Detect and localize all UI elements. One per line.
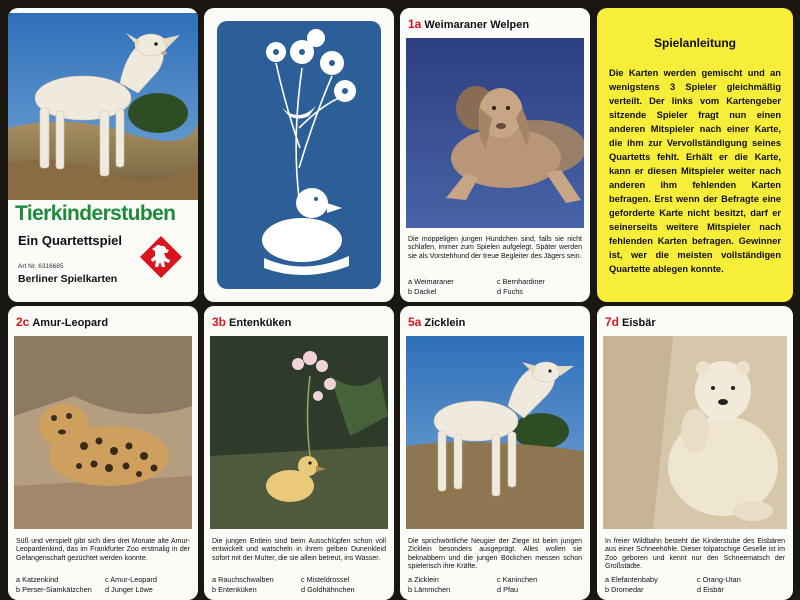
card-name: Zicklein bbox=[424, 317, 466, 329]
card-code: 7d bbox=[605, 315, 620, 329]
card-code: 2c bbox=[16, 315, 30, 329]
card-title bbox=[212, 315, 291, 329]
card-3b bbox=[204, 306, 394, 600]
card-2c bbox=[8, 306, 198, 600]
card-header bbox=[400, 8, 590, 38]
option-b: b Dromedar bbox=[605, 584, 644, 594]
option-c: c Kaninchen bbox=[497, 575, 538, 585]
card-code: 3b bbox=[212, 315, 227, 329]
card-1a bbox=[400, 8, 590, 302]
card-title bbox=[408, 17, 529, 31]
option-c: c Misteldrossel bbox=[301, 575, 350, 585]
cover-text-area bbox=[8, 200, 198, 302]
option-c: c Amur-Leopard bbox=[105, 575, 157, 585]
leopard-cub-photo bbox=[14, 336, 192, 529]
rules-card bbox=[597, 8, 793, 302]
card-back bbox=[204, 8, 394, 302]
goat-kid-photo bbox=[8, 8, 198, 208]
cover-card bbox=[8, 8, 198, 302]
option-a: a Elefantenbaby bbox=[605, 575, 658, 585]
card-name: Amur-Leopard bbox=[32, 317, 109, 329]
card-description: Die sprichwörtliche Neugier der Ziege ist beim jungen Zicklein besonders ausgeprägt. Alles wollen sie beknabbern und die jungen Böckchen messen schon spielerisch ihre Kräfte. bbox=[408, 538, 582, 571]
cover-title: Tierkinderstuben bbox=[15, 202, 176, 225]
card-options bbox=[16, 575, 190, 594]
berlin-bear-logo bbox=[138, 234, 184, 280]
card-description: Die jungen Entlein sind beim Ausschlüpfen schon voll entwickelt und watscheln in ihrem gelben Dunenkleid sofort mit der Mutter, die sie allein betreut, ins Wasser. bbox=[212, 538, 386, 562]
option-b: b Lämmchen bbox=[408, 584, 451, 594]
card-options bbox=[408, 575, 582, 594]
option-b: b Dackel bbox=[408, 286, 437, 296]
polar-bear-cub-photo bbox=[603, 336, 787, 529]
card-title bbox=[605, 315, 656, 329]
card-options bbox=[212, 575, 386, 594]
card-description: In freier Wildbahn besteht die Kinderstube des Eisbären aus einer Schneehöhle. Dieser tolpatschige Geselle ist im Zoo geboren und kennt nur den Schneematsch der Großstädte. bbox=[605, 538, 785, 571]
card-title bbox=[408, 315, 465, 329]
card-header bbox=[597, 306, 793, 336]
card-options bbox=[605, 575, 785, 594]
option-b: b Perser-Siamkätzchen bbox=[16, 584, 92, 594]
weimaraner-puppy-photo bbox=[406, 38, 584, 228]
card-name: Weimaraner Welpen bbox=[424, 19, 530, 31]
option-d: d Fuchs bbox=[497, 286, 523, 296]
card-description: Süß und verspielt gibt sich dies drei Monate alte Amur-Leopardenkind, das im Frankfurter Zoo erstmalig in der Gefangenschaft gezüchtet werden konnte. bbox=[16, 538, 190, 562]
card-name: Entenküken bbox=[229, 317, 292, 329]
rules-title: Spielanleitung bbox=[653, 36, 736, 50]
duckling-photo bbox=[210, 336, 388, 529]
option-d: d Pfau bbox=[497, 584, 519, 594]
card-name: Eisbär bbox=[622, 317, 656, 329]
option-d: d Goldhähnchen bbox=[301, 584, 355, 594]
cover-art-number: Art Nr. 6316685 bbox=[18, 263, 64, 270]
card-back-design bbox=[204, 8, 394, 302]
option-d: d Eisbär bbox=[697, 584, 724, 594]
goat-kid-photo bbox=[406, 336, 584, 529]
option-b: b Entenküken bbox=[212, 584, 257, 594]
card-7d bbox=[597, 306, 793, 600]
rules-text: Die Karten werden gemischt und an wenigstens 3 Spieler gleichmäßig verteilt. Der links vom Kartengeber sitzende Spieler fragt nun einen anderen Mitspieler nach einer Karte, die ihm zur Vervollständigung seines Quartetts fehlt. Erhält er die Karte, kann er diesen Mitspieler weiter nach anderen ihm fehlenden Karten befragen. Erst wenn der Befragte eine geforderte Karte nicht besitzt, darf er seinerseits weitere Mitspieler nach fehlenden Karten befragen. Gewinner ist, wer die meisten vollständigen Quartette ablegen konnte. bbox=[609, 68, 781, 274]
card-title bbox=[16, 315, 108, 329]
option-a: a Rauchschwalben bbox=[212, 575, 274, 585]
option-d: d Junger Löwe bbox=[105, 584, 153, 594]
option-a: a Weimaraner bbox=[408, 277, 454, 287]
cover-subtitle: Ein Quartettspiel bbox=[18, 233, 123, 248]
option-a: a Katzenkind bbox=[16, 575, 59, 585]
card-code: 1a bbox=[408, 17, 422, 31]
card-header bbox=[400, 306, 590, 336]
card-code: 5a bbox=[408, 315, 422, 329]
card-options bbox=[408, 277, 582, 296]
card-header bbox=[8, 306, 198, 336]
card-description: Die moppeligen jungen Hundchen sind, falls sie nicht schlafen, immer zum Spielen aufgelegt. Später werden sie als Vorstehhund der treue Begleiter des Jägers sein. bbox=[408, 236, 582, 260]
option-a: a Zicklein bbox=[408, 575, 439, 585]
card-header bbox=[204, 306, 394, 336]
option-c: c Bernhardiner bbox=[497, 277, 545, 287]
cover-publisher: Berliner Spielkarten bbox=[18, 273, 118, 285]
option-c: c Orang-Utan bbox=[697, 575, 741, 585]
card-5a bbox=[400, 306, 590, 600]
